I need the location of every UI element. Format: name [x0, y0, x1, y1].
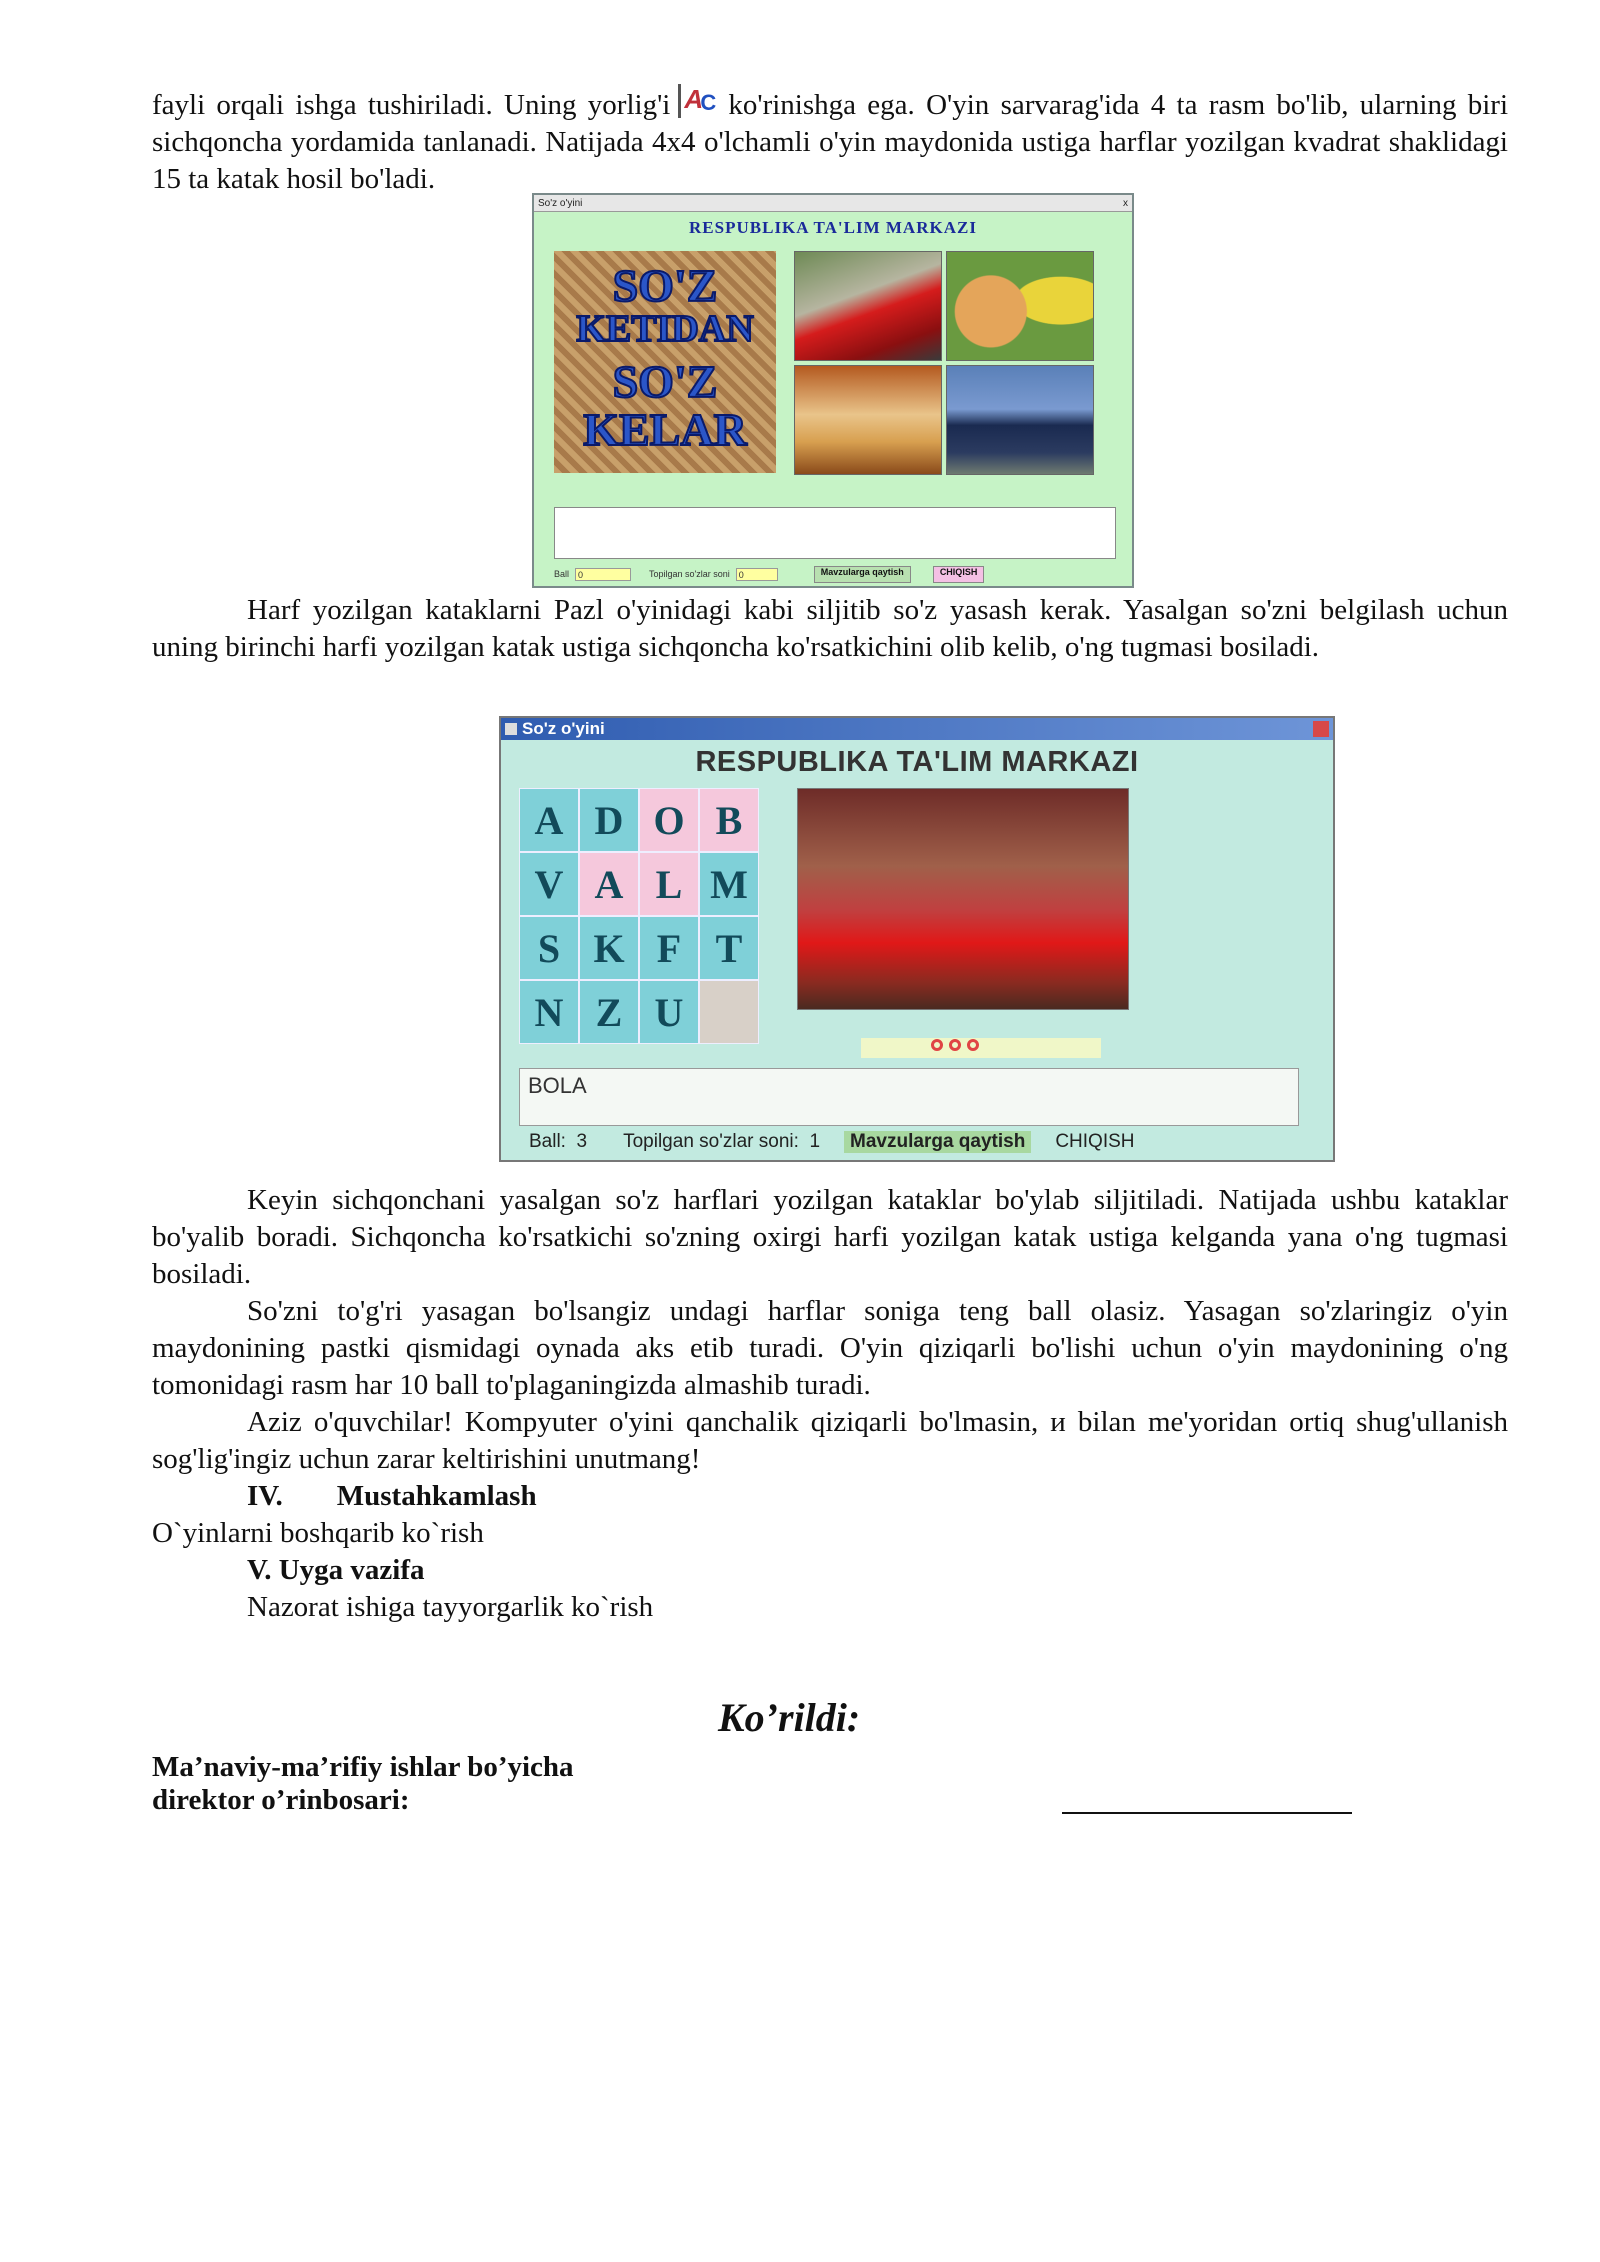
- screen-heading: RESPUBLIKA TA'LIM MARKAZI: [695, 746, 1139, 778]
- letter-cell[interactable]: V: [519, 852, 579, 916]
- close-icon[interactable]: x: [1123, 197, 1128, 209]
- intro-text-end: ko'rinishga ega. O'yin sarvarag'ida 4 ta rasm bo'lib, ularning biri sichqoncha yordamida tanlanadi. Natijada 4x4 o'lchamli o'yin maydonida ustiga harflar yozilgan kvadrat shaklidagi 15 ta katak hosil bo'ladi.: [152, 89, 1509, 195]
- progress-indicator: [861, 1038, 1101, 1058]
- section-5-heading: V. Uyga vazifa: [247, 1554, 425, 1586]
- status-bar: [554, 565, 1114, 583]
- exit-button[interactable]: CHIQISH: [933, 566, 985, 583]
- status-bar: [529, 1128, 1309, 1156]
- letter-cell[interactable]: F: [639, 916, 699, 980]
- logo-word-3: SO'Z: [612, 356, 718, 407]
- game-shortcut-icon: A C: [676, 84, 722, 120]
- letter-cell[interactable]: M: [699, 852, 759, 916]
- exit-button[interactable]: CHIQISH: [1055, 1131, 1135, 1152]
- approval-signatory: [152, 1751, 574, 1817]
- back-to-topics-button[interactable]: Mavzularga qaytish: [844, 1131, 1031, 1153]
- paragraph-warning: Aziz o'quvchilar! Kompyuter o'yini qanchalik qiziqarli bo'lmasin, и bilan me'yoridan ortiq shug'ullanish sog'lig'ingiz uchun zarar keltirishini unutmang!: [152, 1406, 1508, 1475]
- logo-word-2: KETIDAN: [576, 308, 754, 350]
- letter-grid: [519, 788, 759, 1044]
- letter-cell[interactable]: S: [519, 916, 579, 980]
- signature-line: [1062, 1812, 1352, 1814]
- section-4-heading: [152, 1478, 1508, 1515]
- window-titlebar: [534, 195, 1132, 212]
- game-logo-image[interactable]: [554, 251, 776, 473]
- paragraph-instructions: Harf yozilgan kataklarni Pazl o'yinidagi kabi siljitib so'z yasash kerak. Yasalgan so'zni belgilash uchun uning birinchi harfi yozilgan katak ustiga sichqoncha ko'rsatkichini olib kelib, o'ng tugmasi bosiladi.: [152, 594, 1508, 663]
- words-output-box[interactable]: [554, 507, 1116, 559]
- intro-text-start: fayli orqali ishga tushiriladi. Uning yorlig'i: [152, 89, 671, 121]
- fruit-picture[interactable]: [946, 251, 1094, 361]
- ball-label: Ball:: [529, 1131, 566, 1152]
- letter-cell[interactable]: B: [699, 788, 759, 852]
- found-words-value: 1: [809, 1131, 821, 1152]
- window-title: So'z o'yini: [538, 197, 583, 209]
- letter-cell[interactable]: L: [639, 852, 699, 916]
- close-icon[interactable]: [1313, 721, 1329, 737]
- ball-label: Ball: [554, 569, 570, 579]
- progress-dot: [931, 1039, 943, 1051]
- letter-cell[interactable]: A: [579, 852, 639, 916]
- approval-heading: Ko’rildi:: [718, 1695, 861, 1740]
- screen-heading: RESPUBLIKA TA'LIM MARKAZI: [689, 218, 977, 237]
- found-words-label: Topilgan so'zlar soni: [649, 569, 730, 579]
- section-4-number: IV.: [247, 1480, 283, 1512]
- game-board-screenshot: [499, 716, 1335, 1162]
- progress-dot: [949, 1039, 961, 1051]
- letter-cell[interactable]: D: [579, 788, 639, 852]
- letter-cell[interactable]: A: [519, 788, 579, 852]
- red-car-photo: [797, 788, 1129, 1010]
- section-4-text: O`yinlarni boshqarib ko`rish: [152, 1517, 484, 1549]
- paragraph-drag: Keyin sichqonchani yasalgan so'z harflari yozilgan kataklar bo'ylab siljitiladi. Natijada ushbu kataklar bo'yalib boradi. Sichqoncha ko'rsatkichi so'zning oxirgi harfi yozilgan katak ustiga kelganda yana o'ng tugmasi bosiladi.: [152, 1184, 1508, 1290]
- progress-dot: [967, 1039, 979, 1051]
- found-words-label: Topilgan so'zlar soni:: [623, 1131, 799, 1152]
- paragraph-intro: [152, 84, 1508, 198]
- signatory-line-2: direktor o’rinbosari:: [152, 1784, 410, 1816]
- letter-cell[interactable]: U: [639, 980, 699, 1044]
- window-titlebar: [501, 718, 1333, 740]
- ball-value: 3: [576, 1131, 588, 1152]
- empty-cell[interactable]: [699, 980, 759, 1044]
- letter-cell[interactable]: T: [699, 916, 759, 980]
- letter-cell[interactable]: Z: [579, 980, 639, 1044]
- letter-cell[interactable]: K: [579, 916, 639, 980]
- back-to-topics-button[interactable]: Mavzularga qaytish: [814, 566, 911, 583]
- food-picture[interactable]: [794, 365, 942, 475]
- section-4-title: Mustahkamlash: [336, 1480, 537, 1512]
- signatory-line-1: Ma’naviy-ma’rifiy ishlar bo’yicha: [152, 1751, 574, 1783]
- window-title: So'z o'yini: [522, 719, 605, 738]
- logo-word-1: SO'Z: [612, 260, 718, 311]
- section-5-text: Nazorat ishiga tayyorgarlik ko`rish: [247, 1591, 654, 1623]
- game-menu-screenshot: [532, 193, 1134, 588]
- words-output-box[interactable]: BOLA: [519, 1068, 1299, 1126]
- ball-field: 0: [575, 568, 631, 581]
- text-block-main: [152, 1182, 1508, 1626]
- window-menu-icon[interactable]: [505, 723, 517, 735]
- found-words-field: 0: [736, 568, 778, 581]
- paragraph-scoring: So'zni to'g'ri yasagan bo'lsangiz undagi harflar soniga teng ball olasiz. Yasagan so'zlaringiz o'yin maydonining pastki qismidagi oynada aks etib turadi. O'yin qiziqarli bo'lishi uchun o'yin maydonining o'ng tomonidagi rasm har 10 ball to'plaganingizda almashib turadi.: [152, 1295, 1508, 1401]
- blue-car-picture[interactable]: [946, 365, 1094, 475]
- logo-word-4: KELAR: [583, 404, 747, 455]
- letter-cell[interactable]: N: [519, 980, 579, 1044]
- red-car-picture[interactable]: [794, 251, 942, 361]
- letter-cell[interactable]: O: [639, 788, 699, 852]
